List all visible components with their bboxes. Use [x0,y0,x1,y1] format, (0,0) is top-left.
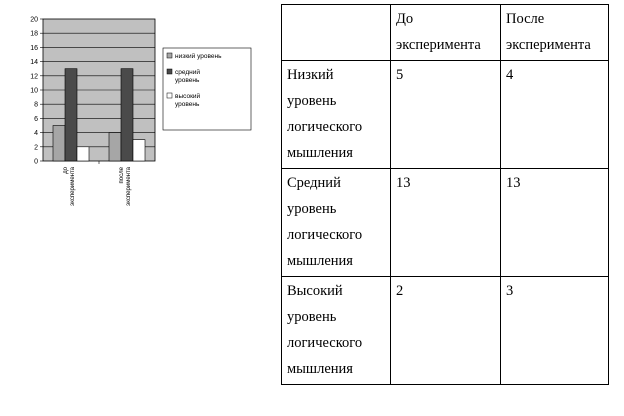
table-cell: Низкий уровень логического мышления [282,61,391,169]
x-category-label: доэксперимента [63,167,76,206]
bar [121,69,133,161]
y-tick-label: 16 [30,44,38,52]
y-tick-label: 18 [30,30,38,38]
legend-label: высокий уровень [175,93,201,108]
legend-swatch [167,53,172,58]
table-cell: 2 [391,277,501,385]
bar [77,147,89,161]
table-cell: 13 [391,169,501,277]
y-tick-label: 12 [30,73,38,81]
legend-label: низкий уровень [175,53,222,60]
table-header-row [282,5,609,61]
table-cell: 4 [501,61,609,169]
results-table [281,4,609,385]
table-row [282,277,609,385]
bar [53,126,65,162]
table-row [282,61,609,169]
legend-swatch [167,93,172,98]
table-cell: Высокий уровень логического мышления [282,277,391,385]
bar-chart [0,0,270,240]
y-tick-label: 2 [34,144,38,152]
y-tick-label: 14 [30,59,38,67]
legend-swatch [167,69,172,74]
table-cell: Средний уровень логического мышления [282,169,391,277]
y-tick-label: 20 [30,16,38,24]
table-cell: 5 [391,61,501,169]
table-header-cell [282,5,391,61]
table-cell: 3 [501,277,609,385]
bar [109,133,121,161]
y-tick-label: 10 [30,87,38,95]
legend-label: средний уровень [175,69,200,84]
table-header-cell: До эксперимента [391,5,501,61]
table-header-cell: После эксперимента [501,5,609,61]
y-tick-label: 8 [34,101,38,109]
bar [65,69,77,161]
table-row [282,169,609,277]
bar [133,140,145,161]
y-tick-label: 6 [34,115,38,123]
table-cell: 13 [501,169,609,277]
legend-box [163,48,251,130]
x-category-label: послеэксперимента [119,167,132,206]
y-tick-label: 4 [34,130,38,138]
y-tick-label: 0 [34,158,38,166]
